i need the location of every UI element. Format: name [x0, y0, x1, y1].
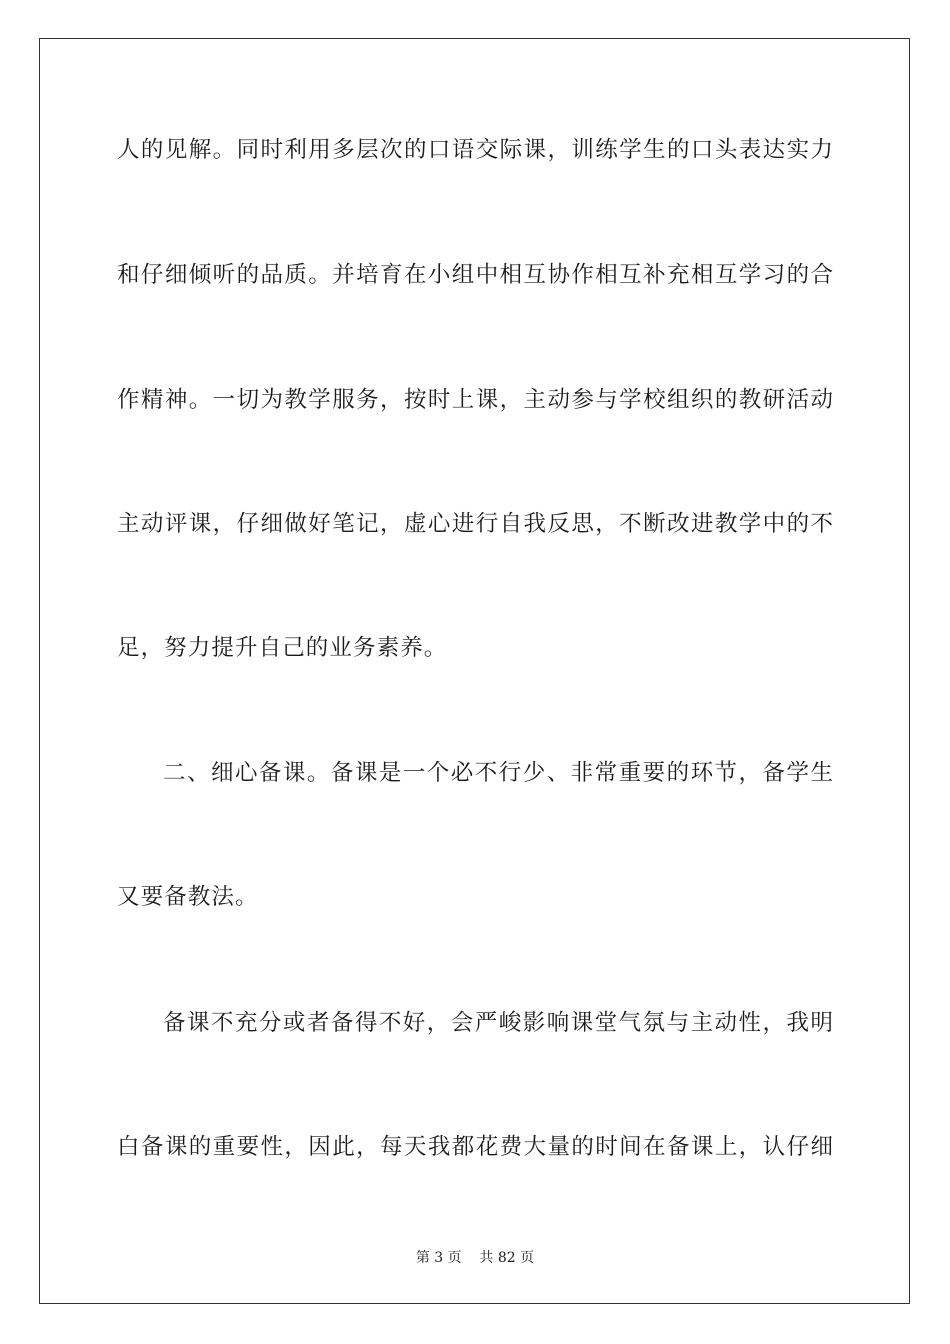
body-text-line: 足，努力提升自己的业务素养。	[117, 635, 448, 661]
body-text-line: 人的见解。同时利用多层次的口语交际课，训练学生的口头表达实力	[117, 137, 833, 163]
body-text-line: 作精神。一切为教学服务，按时上课，主动参与学校组织的教研活动	[117, 387, 833, 413]
body-text-line: 又要备教法。	[117, 884, 259, 910]
body-text-line: 白备课的重要性，因此，每天我都花费大量的时间在备课上，认仔细	[117, 1134, 833, 1160]
body-text-line: 和仔细倾听的品质。并培育在小组中相互协作相互补充相互学习的合	[117, 262, 833, 288]
paragraph-first-line: 二、细心备课。备课是一个必不行少、非常重要的环节，备学生	[163, 760, 833, 786]
paragraph-first-line: 备课不充分或者备得不好，会严峻影响课堂气氛与主动性，我明	[163, 1010, 833, 1036]
body-text-line: 主动评课，仔细做好笔记，虚心进行自我反思，不断改进教学中的不	[117, 511, 833, 537]
page-number-footer: 第 3 页 共 82 页	[415, 1250, 535, 1266]
page-border	[39, 38, 910, 1304]
